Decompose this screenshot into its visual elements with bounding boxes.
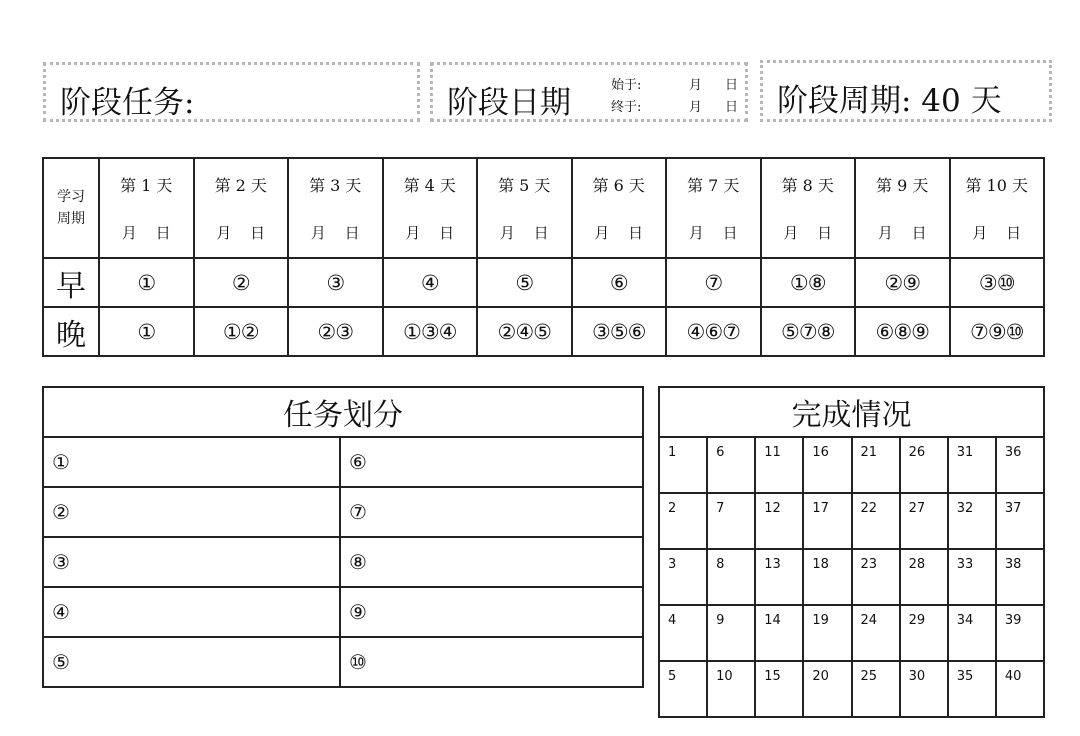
completion-title: 完成情况: [659, 387, 1044, 437]
day-date-placeholder: 月 日: [121, 224, 171, 242]
start-label: 始于:: [611, 78, 642, 93]
day-header-cell: [666, 158, 761, 258]
task-slot[interactable]: ⑩: [340, 637, 643, 687]
completion-day-cell[interactable]: 23: [852, 549, 900, 605]
evening-task-cell: ⑤⑦⑧: [761, 307, 856, 356]
schedule-corner-cell: [43, 158, 99, 258]
end-month-label: 月: [689, 100, 703, 115]
task-row: [43, 437, 643, 487]
completion-row: [659, 437, 1044, 493]
completion-day-cell[interactable]: 29: [900, 605, 948, 661]
completion-day-cell[interactable]: 13: [755, 549, 803, 605]
task-slot[interactable]: ④: [43, 587, 340, 637]
completion-day-cell[interactable]: 32: [948, 493, 996, 549]
completion-day-cell[interactable]: 19: [803, 605, 851, 661]
morning-task-cell: ③: [288, 258, 383, 307]
day-header-cell: [950, 158, 1045, 258]
completion-day-cell[interactable]: 26: [900, 437, 948, 493]
corner-label-line2: 周期: [57, 211, 85, 227]
day-title: 第 7 天: [687, 176, 740, 195]
task-slot[interactable]: ⑦: [340, 487, 643, 537]
completion-row: [659, 549, 1044, 605]
completion-day-cell[interactable]: 27: [900, 493, 948, 549]
completion-day-cell[interactable]: 9: [707, 605, 755, 661]
evening-task-cell: ④⑥⑦: [666, 307, 761, 356]
day-title: 第 3 天: [309, 176, 362, 195]
evening-task-cell: ①③④: [383, 307, 478, 356]
stage-date-box: [430, 62, 748, 122]
day-title: 第 2 天: [214, 176, 267, 195]
day-header-cell: [288, 158, 383, 258]
completion-day-cell[interactable]: 30: [900, 661, 948, 717]
corner-label-line1: 学习: [57, 189, 85, 205]
day-date-placeholder: 月 日: [405, 224, 455, 242]
day-header-cell: [477, 158, 572, 258]
completion-day-cell[interactable]: 35: [948, 661, 996, 717]
completion-day-cell[interactable]: 22: [852, 493, 900, 549]
completion-day-cell[interactable]: 12: [755, 493, 803, 549]
completion-day-cell[interactable]: 3: [659, 549, 707, 605]
completion-day-cell[interactable]: 16: [803, 437, 851, 493]
morning-task-cell: ②: [194, 258, 289, 307]
day-header-cell: [572, 158, 667, 258]
evening-task-cell: ①: [99, 307, 194, 356]
completion-row: [659, 493, 1044, 549]
completion-day-cell[interactable]: 14: [755, 605, 803, 661]
day-title: 第 6 天: [592, 176, 645, 195]
day-header-cell: [194, 158, 289, 258]
evening-task-cell: ②③: [288, 307, 383, 356]
day-date-placeholder: 月 日: [499, 224, 549, 242]
stage-cycle-label: 阶段周期: 40 天: [777, 83, 1002, 119]
task-row: [43, 487, 643, 537]
day-title: 第 4 天: [403, 176, 456, 195]
evening-task-cell: ⑥⑧⑨: [855, 307, 950, 356]
evening-task-cell: ①②: [194, 307, 289, 356]
day-title: 第 5 天: [498, 176, 551, 195]
day-date-placeholder: 月 日: [216, 224, 266, 242]
morning-task-cell: ②⑨: [855, 258, 950, 307]
evening-label: 晚: [43, 307, 99, 356]
day-header-cell: [761, 158, 856, 258]
completion-day-cell[interactable]: 8: [707, 549, 755, 605]
task-slot[interactable]: ⑥: [340, 437, 643, 487]
stage-cycle-box: [760, 60, 1052, 122]
day-date-placeholder: 月 日: [972, 224, 1022, 242]
morning-task-cell: ①⑧: [761, 258, 856, 307]
task-row: [43, 637, 643, 687]
task-row: [43, 537, 643, 587]
morning-label: 早: [43, 258, 99, 307]
morning-task-cell: ⑦: [666, 258, 761, 307]
stage-task-label: 阶段任务:: [60, 85, 195, 121]
completion-day-cell[interactable]: 28: [900, 549, 948, 605]
evening-task-cell: ②④⑤: [477, 307, 572, 356]
evening-task-cell: ③⑤⑥: [572, 307, 667, 356]
end-label: 终于:: [611, 100, 642, 115]
day-header-cell: [855, 158, 950, 258]
evening-row: [43, 307, 1044, 356]
task-slot[interactable]: ⑧: [340, 537, 643, 587]
task-division-table: [42, 386, 644, 688]
day-title: 第 8 天: [781, 176, 834, 195]
completion-table: [658, 386, 1045, 718]
day-title: 第 1 天: [120, 176, 173, 195]
day-title: 第 10 天: [965, 176, 1029, 195]
morning-task-cell: ⑥: [572, 258, 667, 307]
day-date-placeholder: 月 日: [783, 224, 833, 242]
start-day-label: 日: [725, 78, 739, 93]
day-date-placeholder: 月 日: [310, 224, 360, 242]
completion-day-cell[interactable]: 2: [659, 493, 707, 549]
completion-day-cell[interactable]: 10: [707, 661, 755, 717]
stage-date-label: 阶段日期: [447, 85, 571, 121]
start-month-label: 月: [689, 78, 703, 93]
task-row: [43, 587, 643, 637]
completion-day-cell[interactable]: 1: [659, 437, 707, 493]
completion-day-cell[interactable]: 25: [852, 661, 900, 717]
stage-task-box: [43, 62, 420, 122]
completion-day-cell[interactable]: 5: [659, 661, 707, 717]
task-slot[interactable]: ②: [43, 487, 340, 537]
completion-day-cell[interactable]: 36: [996, 437, 1044, 493]
completion-row: [659, 661, 1044, 717]
completion-row: [659, 605, 1044, 661]
day-header-cell: [99, 158, 194, 258]
completion-day-cell[interactable]: 21: [852, 437, 900, 493]
day-date-placeholder: 月 日: [594, 224, 644, 242]
morning-task-cell: ④: [383, 258, 478, 307]
day-date-placeholder: 月 日: [877, 224, 927, 242]
completion-day-cell[interactable]: 4: [659, 605, 707, 661]
completion-day-cell[interactable]: 33: [948, 549, 996, 605]
task-division-title: 任务划分: [43, 387, 643, 437]
completion-day-cell[interactable]: 34: [948, 605, 996, 661]
completion-day-cell[interactable]: 17: [803, 493, 851, 549]
completion-day-cell[interactable]: 39: [996, 605, 1044, 661]
completion-day-cell[interactable]: 11: [755, 437, 803, 493]
task-slot[interactable]: ①: [43, 437, 340, 487]
task-slot[interactable]: ⑤: [43, 637, 340, 687]
completion-day-cell[interactable]: 15: [755, 661, 803, 717]
task-slot[interactable]: ③: [43, 537, 340, 587]
completion-day-cell[interactable]: 24: [852, 605, 900, 661]
completion-day-cell[interactable]: 7: [707, 493, 755, 549]
end-day-label: 日: [725, 100, 739, 115]
completion-day-cell[interactable]: 18: [803, 549, 851, 605]
completion-day-cell[interactable]: 40: [996, 661, 1044, 717]
evening-task-cell: ⑦⑨⑩: [950, 307, 1045, 356]
completion-day-cell[interactable]: 31: [948, 437, 996, 493]
study-schedule-table: [42, 157, 1045, 357]
task-slot[interactable]: ⑨: [340, 587, 643, 637]
completion-day-cell[interactable]: 6: [707, 437, 755, 493]
day-date-placeholder: 月 日: [688, 224, 738, 242]
morning-task-cell: ⑤: [477, 258, 572, 307]
completion-day-cell[interactable]: 20: [803, 661, 851, 717]
schedule-header-row: [43, 158, 1044, 258]
day-header-cell: [383, 158, 478, 258]
day-title: 第 9 天: [876, 176, 929, 195]
morning-row: [43, 258, 1044, 307]
completion-day-cell[interactable]: 38: [996, 549, 1044, 605]
morning-task-cell: ③⑩: [950, 258, 1045, 307]
completion-day-cell[interactable]: 37: [996, 493, 1044, 549]
morning-task-cell: ①: [99, 258, 194, 307]
